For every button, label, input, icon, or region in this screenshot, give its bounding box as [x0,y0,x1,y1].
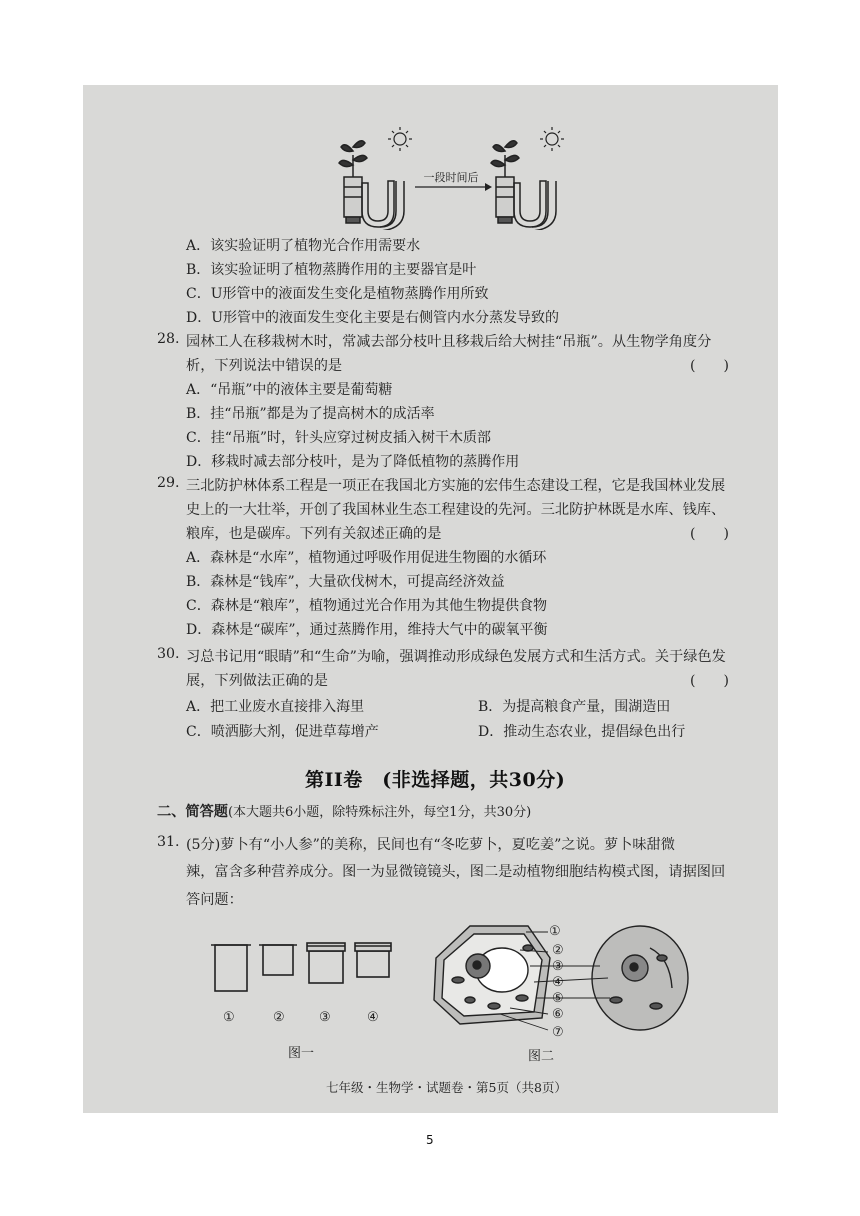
figure2-label-6: ⑥ [552,1007,564,1022]
q28-option-d: D．移栽时减去部分枝叶，是为了降低植物的蒸腾作用 [186,454,520,470]
figure1-label-2: ② [273,1010,285,1025]
q29-option-a: A．森林是“水库”，植物通过呼吸作用促进生物圈的水循环 [186,550,547,566]
exam-footer: 七年级・生物学・试题卷・第5页（共8页） [326,1080,567,1095]
figure1-label-4: ④ [367,1010,379,1025]
q29-option-b: B．森林是“钱库”，大量砍伐树木，可提高经济效益 [186,574,505,590]
sun-icon [388,127,412,151]
q28-stem-line1: 园林工人在移栽树木时，常减去部分枝叶且移栽后给大树挂“吊瓶”。从生物学角度分 [186,334,712,350]
q28-option-a: A．“吊瓶”中的液体主要是葡萄糖 [186,382,393,398]
q27-option-a: A．该实验证明了植物光合作用需要水 [186,238,421,254]
q29-number: 29. [157,475,180,491]
q30-option-d: D．推动生态农业，提倡绿色出行 [478,724,686,740]
figure2-label-4: ④ [552,975,564,990]
figure2-cell-diagrams [430,918,700,1038]
q31-stem-line1: (5分)萝卜有“小人参”的美称，民间也有“冬吃萝卜，夏吃姜”之说。萝卜味甜微 [186,837,675,853]
q29-stem-line1: 三北防护林体系工程是一项正在我国北方实施的宏伟生态建设工程，它是我国林业发展 [186,478,726,494]
figure1-label-3: ③ [319,1010,331,1025]
figure2-caption: 图二 [528,1049,555,1064]
page-number: 5 [426,1133,434,1147]
q30-option-b: B．为提高粮食产量，围湖造田 [478,699,671,715]
q27-option-d: D．U形管中的液面发生变化主要是右侧管内水分蒸发导致的 [186,310,560,326]
arrow-label: 一段时间后 [423,171,479,184]
q29-option-d: D．森林是“碳库”，通过蒸腾作用，维持大气中的碳氧平衡 [186,622,548,638]
section-2-subtitle-note: (本大题共6小题，除特殊标注外，每空1分，共30分) [227,805,532,820]
figure2-label-7: ⑦ [552,1025,564,1040]
figure2-label-5: ⑤ [552,991,564,1006]
q27-option-b: B．该实验证明了植物蒸腾作用的主要器官是叶 [186,262,477,278]
q28-answer-paren: ( ) [690,358,729,374]
sun-icon [540,127,564,151]
q30-option-c: C．喷洒膨大剂，促进草莓增产 [186,724,379,740]
q29-stem-line3: 粮库，也是碳库。下列有关叙述正确的是 [186,526,442,542]
section-2-subtitle-bold: 二、简答题 [157,804,228,820]
figure2-label-2: ② [552,943,564,958]
q28-option-b: B．挂“吊瓶”都是为了提高树木的成活率 [186,406,435,422]
q30-number: 30. [157,646,180,662]
q27-option-c: C．U形管中的液面发生变化是植物蒸腾作用所致 [186,286,489,302]
figure1-caption: 图一 [288,1046,315,1061]
q30-answer-paren: ( ) [690,673,729,689]
q31-stem-line3: 答问题： [186,892,243,908]
q30-option-a: A．把工业废水直接排入海里 [186,699,365,715]
q28-number: 28. [157,331,180,347]
section-2-title: 第II卷 (非选择题，共30分) [305,769,566,791]
q29-option-c: C．森林是“粮库”，植物通过光合作用为其他生物提供食物 [186,598,548,614]
figure2-label-3: ③ [552,959,564,974]
q30-stem-line1: 习总书记用“眼睛”和“生命”为喻，强调推动形成绿色发展方式和生活方式。关于绿色发 [186,649,726,665]
q29-answer-paren: ( ) [690,526,729,542]
transpiration-experiment-figure [320,125,585,230]
q28-option-c: C．挂“吊瓶”时，针头应穿过树皮插入树干木质部 [186,430,492,446]
figure1-microscope-lenses [205,935,405,995]
q31-number: 31. [157,834,180,850]
q29-stem-line2: 史上的一大壮举，开创了我国林业生态工程建设的先河。三北防护林既是水库、钱库、 [186,502,726,518]
figure2-label-1: ① [549,924,561,939]
figure1-label-1: ① [223,1010,235,1025]
q31-stem-line2: 辣，富含多种营养成分。图一为显微镜镜头，图二是动植物细胞结构模式图，请据图回 [186,864,726,880]
q30-stem-line2: 展，下列做法正确的是 [186,673,328,689]
q28-stem-line2: 析，下列说法中错误的是 [186,358,343,374]
